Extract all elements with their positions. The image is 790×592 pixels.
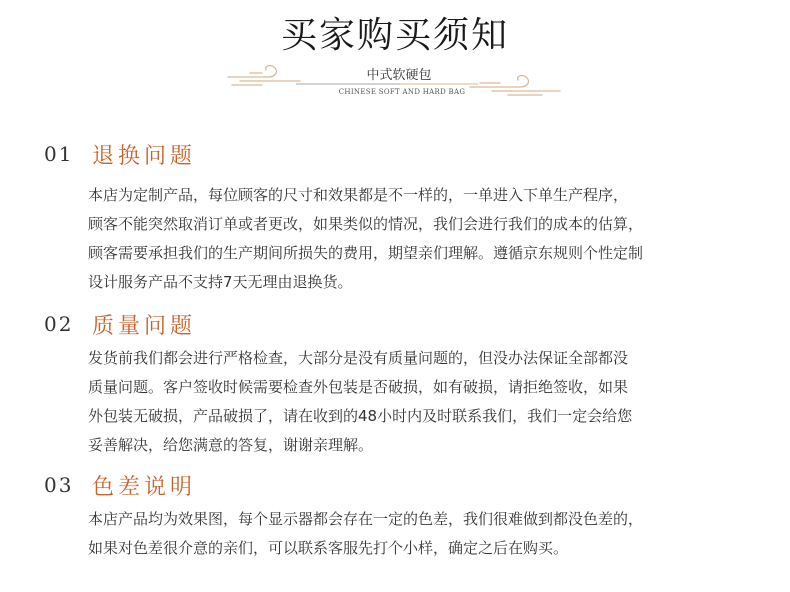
section-body-color-difference xyxy=(88,505,768,563)
paragraph-line: 顾客不能突然取消订单或者更改，如果类似的情况，我们会进行我们的成本的估算， xyxy=(88,215,644,233)
paragraph-line: 发货前我们都会进行严格检查，大部分是没有质量问题的，但没办法保证全部都没 xyxy=(88,349,629,367)
section-heading-returns xyxy=(44,139,196,169)
page-title: 买家购买须知 xyxy=(280,15,509,56)
paragraph-line: 妥善解决，给您满意的答复，谢谢亲理解。 xyxy=(88,436,374,454)
section-title: 退换问题 xyxy=(92,143,197,169)
section-number: 01 xyxy=(44,142,74,166)
paragraph-line: 如果对色差很介意的亲们，可以联系客服先打个小样，确定之后在购买。 xyxy=(88,539,569,557)
paragraph-line: 质量问题。客户签收时候需要检查外包装是否破损，如有破损，请拒绝签收，如果 xyxy=(88,378,629,396)
paragraph-line: 顾客需要承担我们的生产期间所损失的费用，期望亲们理解。遵循京东规则个性定制 xyxy=(88,244,644,262)
section-number: 02 xyxy=(44,312,74,336)
section-body-returns xyxy=(88,181,768,297)
section-heading-color-difference xyxy=(44,470,196,500)
section-body-quality xyxy=(88,344,768,460)
paragraph-line: 外包装无破损，产品破损了，请在收到的48小时内及时联系我们，我们一定会给您 xyxy=(88,407,633,425)
section-heading-quality xyxy=(44,309,196,339)
paragraph-line: 本店产品均为效果图，每个显示器都会存在一定的色差，我们很难做到都没色差的， xyxy=(88,510,644,528)
page-subtitle: 中式软硬包 xyxy=(366,68,432,83)
paragraph-line: 本店为定制产品，每位顾客的尺寸和效果都是不一样的，一单进入下单生产程序， xyxy=(88,186,629,204)
section-title: 色差说明 xyxy=(92,474,197,500)
section-title: 质量问题 xyxy=(92,313,197,339)
page-subtitle-english: CHINESE SOFT AND HARD BAG xyxy=(338,88,466,96)
section-number: 03 xyxy=(44,473,74,497)
paragraph-line: 设计服务产品不支持7天无理由退换货。 xyxy=(88,273,353,291)
